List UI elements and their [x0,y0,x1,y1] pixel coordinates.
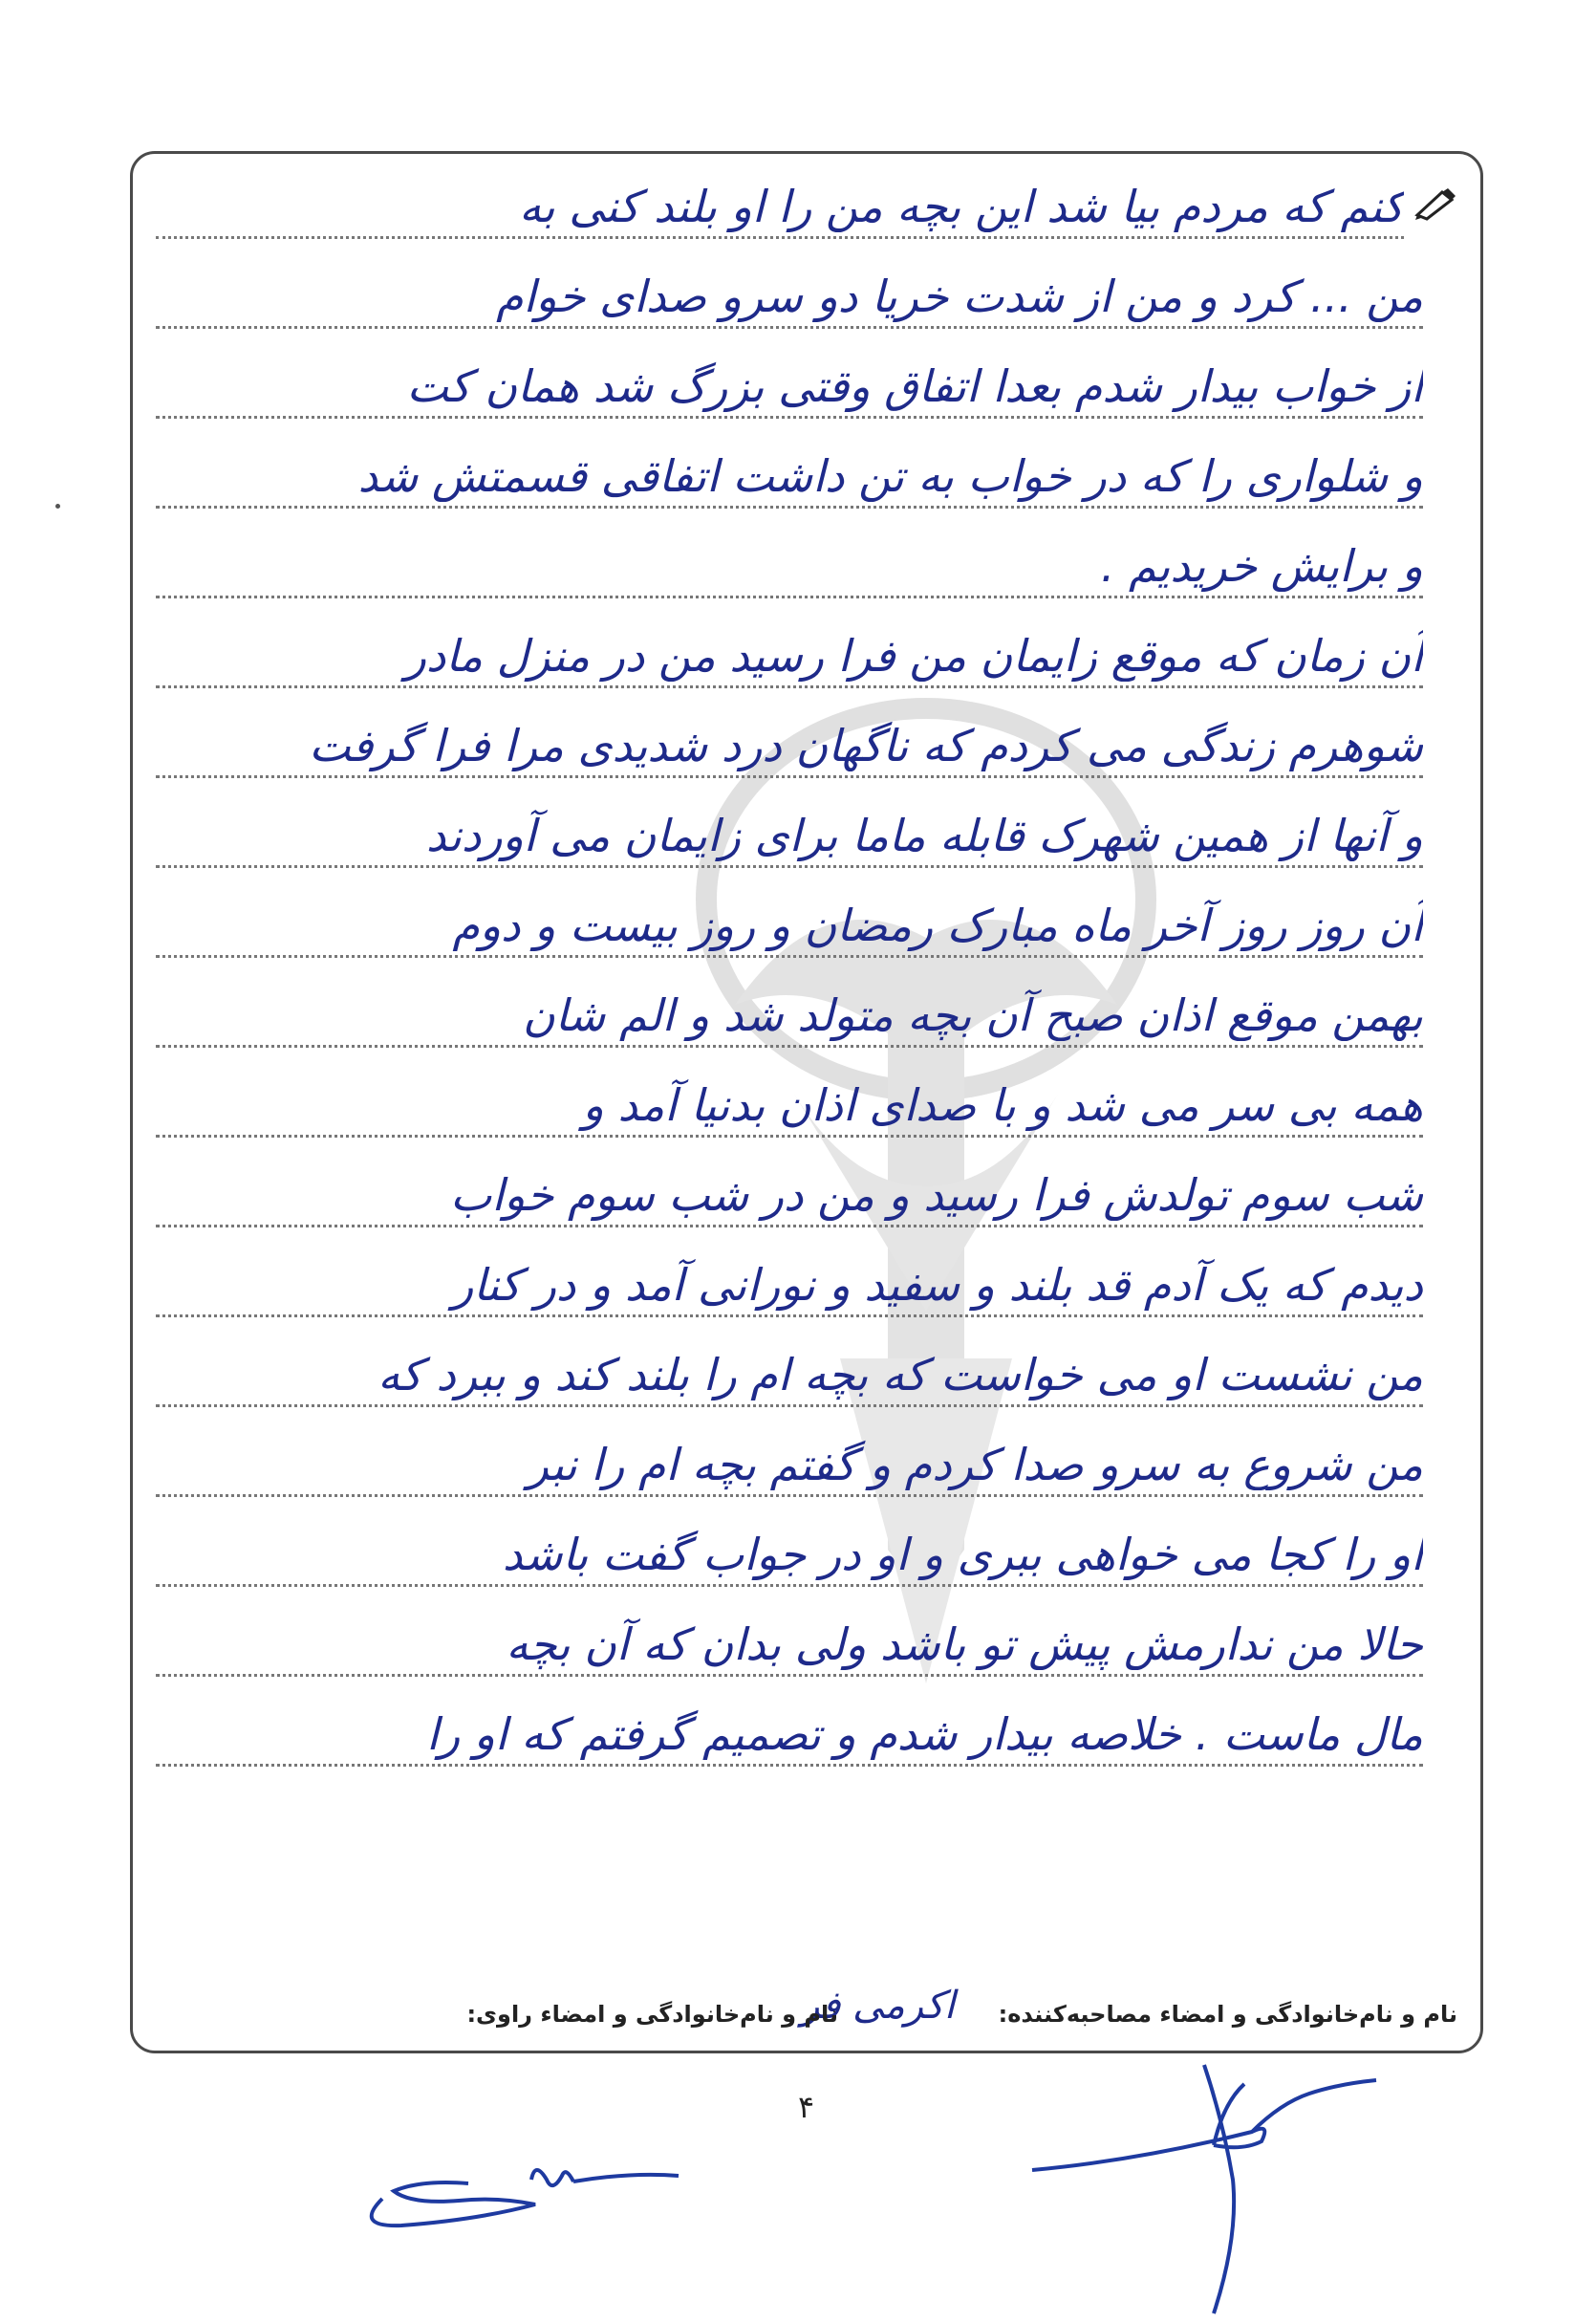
text-line [156,1060,1423,1138]
line-text: و برایش خریدیم . [1100,540,1423,592]
text-line [156,251,1423,329]
text-line [156,1509,1423,1587]
line-text: من شروع به سرو صدا کردم و گفتم بچه ام را نبر [527,1439,1423,1490]
text-line [156,1240,1423,1317]
signature-footer [133,1972,1480,2051]
text-line [156,1330,1423,1407]
line-text: آن روز روز آخر ماه مبارک رمضان و روز بیست و دوم [452,900,1423,951]
line-text: مال ماست . خلاصه بیدار شدم و تصمیم گرفتم که او را [426,1708,1423,1760]
scan-speck [55,504,60,509]
text-line [156,970,1423,1048]
text-line [156,701,1423,778]
text-line [156,431,1423,509]
narrator-label: نام و نام‌خانوادگی و امضاء راوی: [466,2001,838,2028]
text-line [156,341,1423,419]
line-text: من نشست او می خواست که بچه ام را بلند کند و ببرد که [377,1349,1423,1400]
interviewer-signature: اکرمی فر [801,1984,955,2028]
line-text: دیدم که یک آدم قد بلند و سفید و نورانی آمد و در کنار [452,1259,1423,1311]
line-text: آن زمان که موقع زایمان من فرا رسید من در منزل مادر [404,630,1423,682]
line-text: و شلواری را که در خواب به تن داشت اتفاقی قسمتش شد [357,450,1423,502]
text-line [156,521,1423,598]
line-text: شوهرم زندگی می کردم که ناگهان درد شدیدی مرا فرا گرفت [309,720,1423,771]
page-frame [130,151,1483,2053]
line-text: او را کجا می خواهی ببری و او در جواب گفت باشد [502,1529,1423,1580]
text-line [156,162,1404,239]
signature-right-icon [1023,2046,1386,2323]
line-text: حالا من ندارمش پیش تو باشد ولی بدان که آن بچه [506,1618,1423,1670]
line-text: من ... کرد و من از شدت خریا دو سرو صدای خوام [496,271,1423,322]
text-line [156,611,1423,688]
text-line [156,1689,1423,1767]
text-line [156,1150,1423,1227]
line-text: کنم که مردم بیا شد این بچه من را او بلند کنی به [519,181,1404,232]
handwritten-lines [133,154,1480,2051]
line-text: شب سوم تولدش فرا رسید و من در شب سوم خواب [450,1169,1423,1221]
line-text: و آنها از همین شهرک قابله ماما برای زایمان می آوردند [425,810,1423,861]
line-text: همه بی سر می شد و با صدای اذان بدنیا آمد و [582,1079,1423,1131]
page-number: ۴ [798,2089,815,2125]
text-line [156,791,1423,868]
interviewer-label: نام و نام‌خانوادگی و امضاء مصاحبه‌کننده: [998,2001,1457,2028]
text-line [156,1599,1423,1677]
text-line [156,1420,1423,1497]
text-line [156,880,1423,958]
line-text: از خواب بیدار شدم بعدا اتفاق وقتی بزرگ شد همان کت [406,360,1423,412]
line-text: بهمن موقع اذان صبح آن بچه متولد شد و الم شان [523,989,1423,1041]
signature-left-icon [344,2113,688,2247]
